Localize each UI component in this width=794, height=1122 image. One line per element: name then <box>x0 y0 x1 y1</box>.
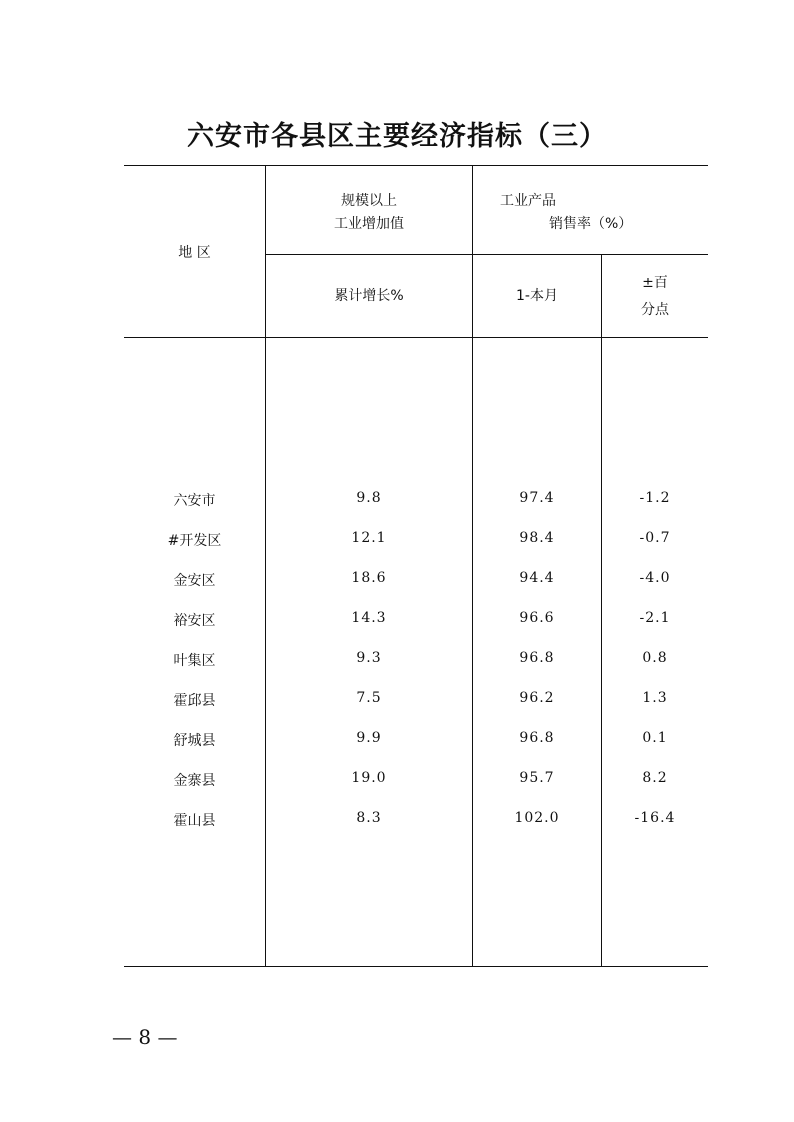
col2-subheader: 1-本月 <box>516 288 558 304</box>
change-value: 0.1 <box>642 730 668 746</box>
sales-rate-value: 96.8 <box>519 650 555 666</box>
col1-subheader: 累计增长% <box>334 288 404 304</box>
region-name: 六安市 <box>173 493 216 509</box>
col1-sub-rule <box>266 254 473 255</box>
table-bottom-rule <box>124 966 708 967</box>
region-name: 金安区 <box>173 573 216 589</box>
region-name: 舒城县 <box>173 733 216 749</box>
growth-value: 18.6 <box>351 570 387 586</box>
region-name: 霍山县 <box>173 813 216 829</box>
change-value: 0.8 <box>642 650 668 666</box>
col2-header-line1: 工业产品 <box>500 193 556 209</box>
page-number: — 8 — <box>112 1025 178 1049</box>
col3-subheader-line1: ±百 <box>642 275 668 291</box>
sales-rate-value: 96.2 <box>519 690 555 706</box>
change-value: 1.3 <box>642 690 668 706</box>
growth-value: 9.3 <box>356 650 382 666</box>
growth-value: 14.3 <box>351 610 387 626</box>
header-mid-rule <box>473 254 708 255</box>
change-value: -0.7 <box>639 530 671 546</box>
header-bottom-rule <box>124 337 708 338</box>
col2-header-line2: 销售率（%） <box>549 216 633 232</box>
region-name: 裕安区 <box>173 613 216 629</box>
region-name: 叶集区 <box>173 653 216 669</box>
sales-rate-value: 94.4 <box>519 570 555 586</box>
change-value: -16.4 <box>634 810 676 826</box>
growth-value: 8.3 <box>356 810 382 826</box>
growth-value: 19.0 <box>351 770 387 786</box>
growth-value: 9.9 <box>356 730 382 746</box>
change-value: 8.2 <box>642 770 668 786</box>
col1-header-line2: 工业增加值 <box>334 216 404 232</box>
change-value: -2.1 <box>639 610 671 626</box>
col3-subheader-line2: 分点 <box>641 302 669 318</box>
sales-rate-value: 102.0 <box>514 810 560 826</box>
sales-rate-value: 96.6 <box>519 610 555 626</box>
sales-rate-value: 97.4 <box>519 490 555 506</box>
change-value: -1.2 <box>639 490 671 506</box>
region-name: #开发区 <box>167 533 222 549</box>
change-value: -4.0 <box>639 570 671 586</box>
sales-rate-value: 95.7 <box>519 770 555 786</box>
sales-rate-value: 98.4 <box>519 530 555 546</box>
region-name: 金寨县 <box>173 773 216 789</box>
table-top-rule <box>124 165 708 166</box>
col1-header-line1: 规模以上 <box>341 193 397 209</box>
region-header: 地 区 <box>178 245 211 261</box>
sales-rate-value: 96.8 <box>519 730 555 746</box>
page-title: 六安市各县区主要经济指标（三） <box>187 121 607 152</box>
region-name: 霍邱县 <box>173 693 216 709</box>
growth-value: 9.8 <box>356 490 382 506</box>
growth-value: 7.5 <box>356 690 382 706</box>
growth-value: 12.1 <box>351 530 387 546</box>
